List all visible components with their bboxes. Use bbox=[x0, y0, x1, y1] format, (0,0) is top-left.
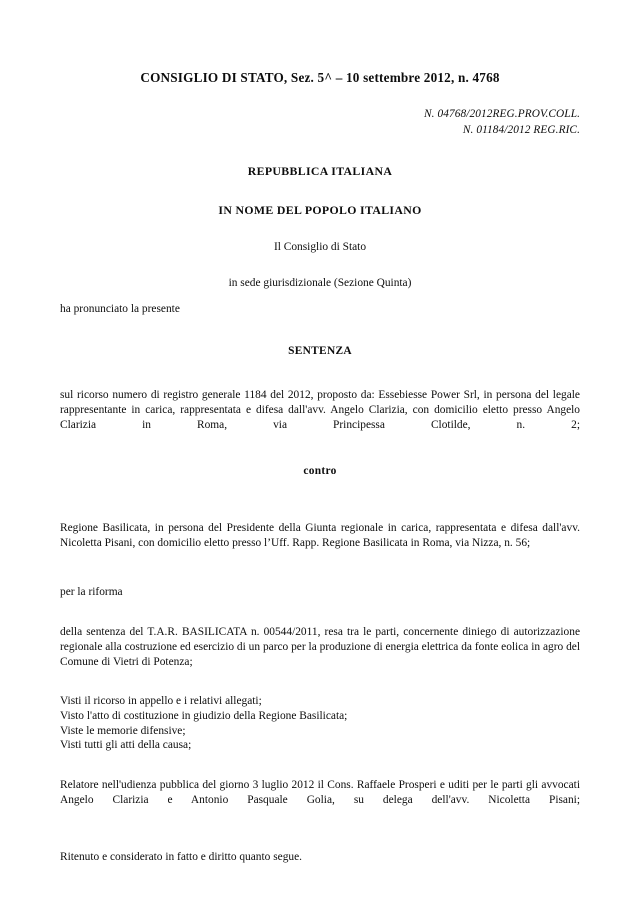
reform-heading: per la riforma bbox=[60, 586, 123, 598]
seen-item: Viste le memorie difensive; bbox=[60, 724, 186, 737]
council-of-state-line: Il Consiglio di Stato bbox=[273, 241, 367, 253]
contro-heading: contro bbox=[303, 465, 337, 477]
respondent-paragraph: Regione Basilicata, in persona del Presidente della Giunta regionale in carica, rappresentata e difesa dall'avv. Nicoletta Pisani, con domicilio eletto presso l’Uff. Rapp. Regione Basilicata in Roma, via Nizza, n. 56; bbox=[60, 522, 580, 549]
jurisdictional-section-line: in sede giurisdizionale (Sezione Quinta) bbox=[228, 277, 412, 289]
registration-prov-coll: N. 04768/2012REG.PROV.COLL. bbox=[424, 108, 580, 120]
page-title: CONSIGLIO DI STATO, Sez. 5^ – 10 settembre 2012, n. 4768 bbox=[140, 70, 500, 85]
registration-numbers bbox=[60, 106, 580, 138]
sentenza-heading: SENTENZA bbox=[288, 345, 352, 357]
seen-item: Visto l'atto di costituzione in giudizio della Regione Basilicata; bbox=[60, 709, 348, 722]
closing-line: Ritenuto e considerato in fatto e diritto quanto segue. bbox=[60, 851, 302, 863]
republic-heading-block bbox=[60, 164, 580, 289]
reform-paragraph: della sentenza del T.A.R. BASILICATA n. 00544/2011, resa tra le parti, concernente diniego di autorizzazione regionale alla costruzione ed esercizio di un parco per la produzione di energia elettrica da fonte eolica in agro del Comune di Vietri di Potenza; bbox=[60, 626, 580, 668]
seen-item: Visti il ricorso in appello e i relativi allegati; bbox=[60, 695, 262, 707]
pronounced-line: ha pronunciato la presente bbox=[60, 303, 180, 315]
rapporteur-paragraph: Relatore nell'udienza pubblica del giorno 3 luglio 2012 il Cons. Raffaele Prosperi e uditi per le parti gli avvocati Angelo Clarizia e Antonio Pasquale Golia, su delega dell'avv. Nicoletta Pisani; bbox=[60, 779, 580, 806]
in-nome-del-popolo-heading: IN NOME DEL POPOLO ITALIANO bbox=[218, 203, 422, 217]
seen-items-block bbox=[60, 694, 580, 753]
registration-reg-ric: N. 01184/2012 REG.RIC. bbox=[462, 124, 580, 137]
seen-item: Visti tutti gli atti della causa; bbox=[60, 739, 192, 752]
appeal-paragraph: sul ricorso numero di registro generale 1184 del 2012, proposto da: Essebiesse Power Srl, in persona del legale rappresentante in carica, rappresentata e difesa dall'avv. Angelo Clarizia, con domicilio eletto presso Angelo Clarizia in Roma, via Principessa Clotilde, n. 2; bbox=[60, 389, 580, 431]
republic-italiana-heading: REPUBBLICA ITALIANA bbox=[247, 164, 393, 178]
